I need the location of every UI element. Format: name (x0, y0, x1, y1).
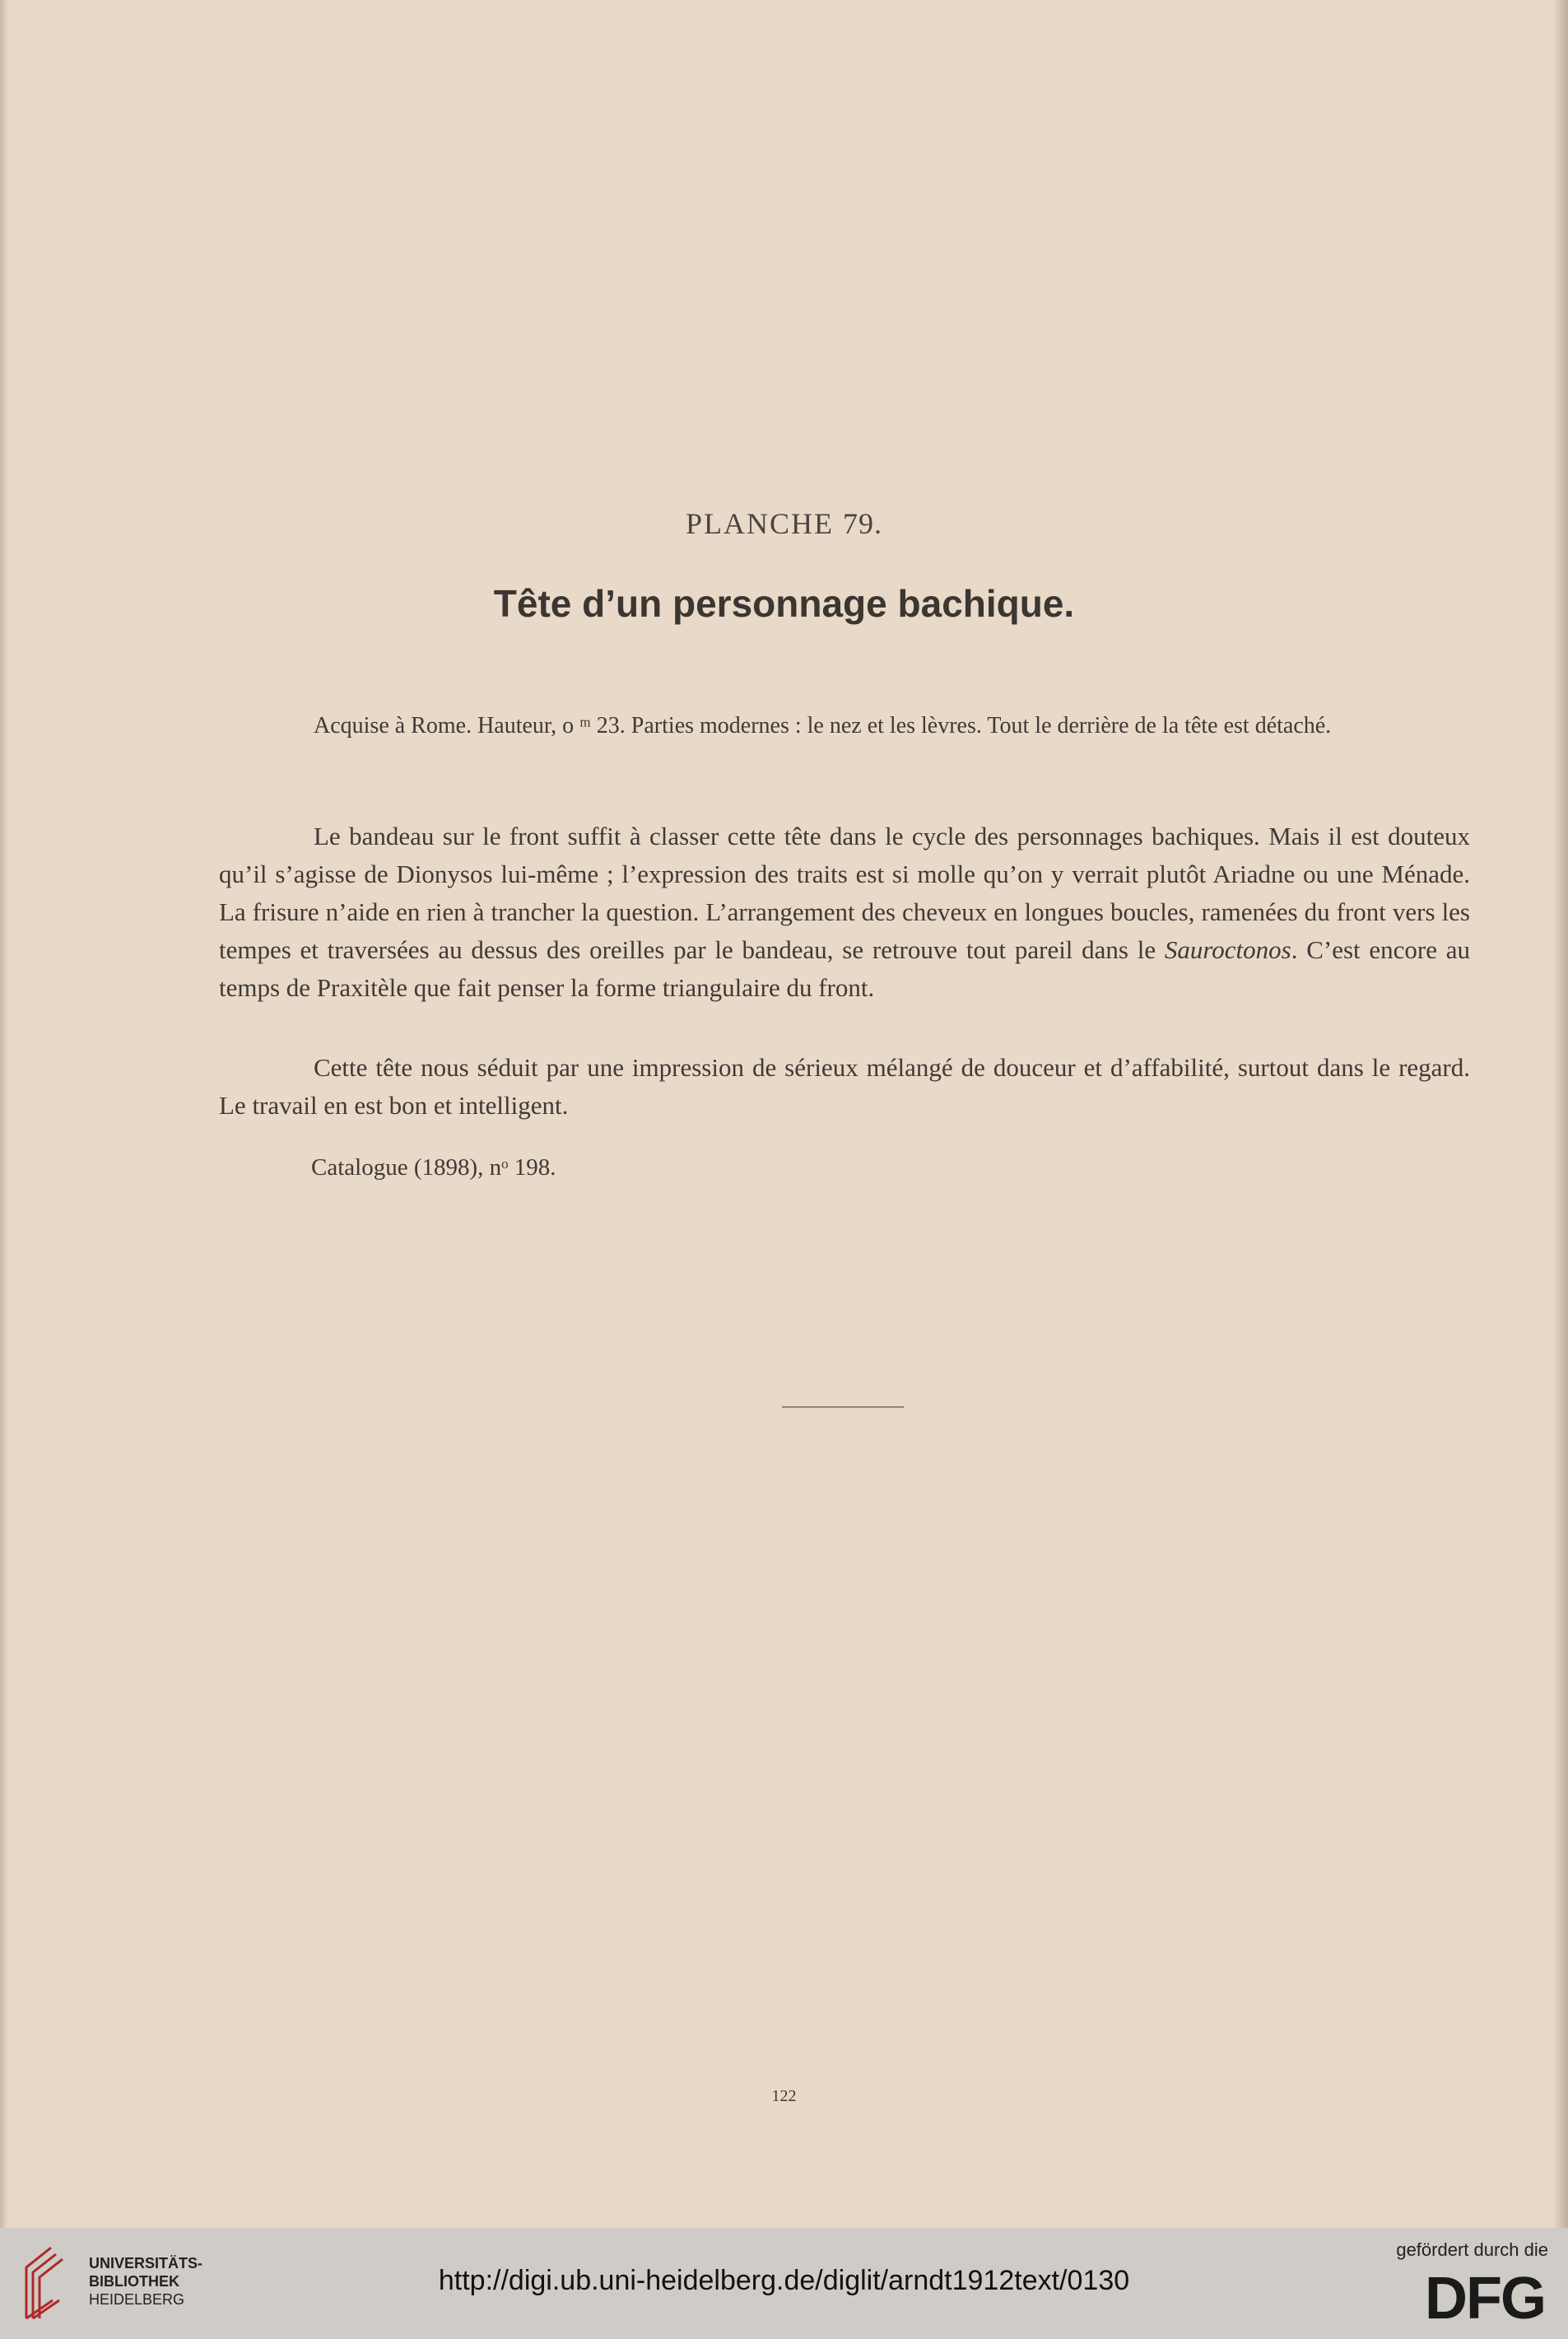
appreciation-paragraph: Cette tête nous séduit par une impression de sérieux mélangé de douceur et d’affabilité, surtout dans le regard. Le travail en est bon et intelligent. (219, 1053, 1470, 1120)
sauroctonos-italic: Sauroctonos (1164, 935, 1291, 964)
plate-label: PLANCHE (685, 507, 834, 540)
page-number: 122 (771, 2087, 797, 2105)
funding-label: gefördert durch die (1396, 2239, 1548, 2260)
library-name-line1: UNIVERSITÄTS- (89, 2255, 203, 2271)
plate-heading (0, 506, 1568, 541)
section-divider (782, 1406, 904, 1408)
catalogue-reference: Catalogue (1898), nᵒ 198. (311, 1154, 556, 1181)
library-name-line2: BIBLIOTHEK (89, 2273, 179, 2290)
plate-number: 79. (843, 507, 882, 540)
dfg-logo: DFG (1425, 2266, 1545, 2332)
description-text-start: Le bandeau sur le front suffit à classer cette tête dans le cycle des personnages bachiques. Mais il est douteux qu’il s’agisse de Dionysos lui-même ; l’expression des traits est si molle qu’on y verrait plutôt Ariadne ou une Ménade. La frisure n’aide en rien à trancher la question. L’arrangement des cheveux en longues boucles, ramenées du front vers les tempes et traversées au dessus des oreilles par le bandeau, se retrouve tout pareil dans le (219, 822, 1470, 964)
page-title: Tête d’un personnage bachique. (493, 582, 1075, 625)
library-name-line3: HEIDELBERG (89, 2291, 185, 2308)
acquisition-paragraph: Acquise à Rome. Hauteur, o ᵐ 23. Parties modernes : le nez et les lèvres. Tout le derrière de la tête est détaché. (314, 713, 1332, 739)
description-text-end: . C’est encore au temps de Praxitèle que fait penser la forme triangulaire du front. (219, 935, 1470, 1002)
viewer-footer (0, 2228, 1568, 2339)
permalink-url[interactable]: http://digi.ub.uni-heidelberg.de/diglit/arndt1912text/0130 (438, 2265, 1130, 2296)
description-paragraph (219, 818, 1470, 1007)
